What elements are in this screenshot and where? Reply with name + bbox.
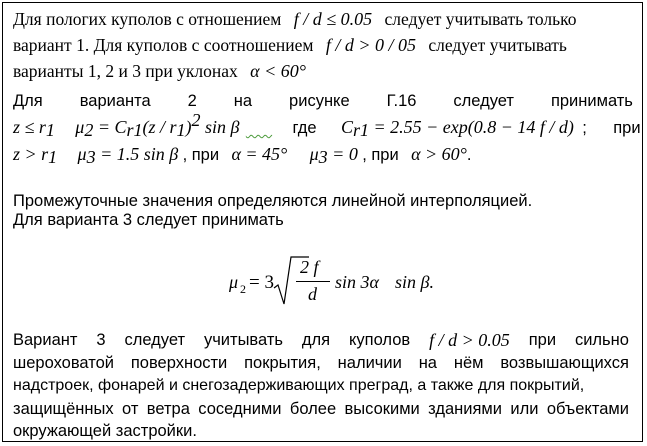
formula-mu2: μ 2 = 3 2 f d sin 3α sin β. [229, 252, 489, 312]
text: = 2.55 − exp(0.8 − 14 f / d) [368, 117, 574, 137]
text: sin β [200, 117, 240, 137]
formula-sinbeta: sin β. [395, 272, 434, 292]
text: μ [309, 144, 319, 164]
word: 2 [187, 92, 197, 110]
text: μ [75, 117, 85, 137]
subscript: 3 [86, 147, 96, 167]
math-mu2-formula [75, 110, 240, 140]
math-mu3-formula [77, 144, 179, 167]
word: Вариант [13, 331, 78, 349]
para1-line2 [13, 35, 567, 55]
word: нём [453, 354, 484, 372]
word: сильно [574, 331, 629, 349]
subscript: 1 [176, 120, 186, 140]
para4-line3: надстроек, фонарей и снегозадерживающих преград, а также для покрытий, [13, 377, 585, 394]
para2-line2 [13, 110, 641, 140]
word: следует [453, 92, 514, 110]
word: покрытия, [244, 354, 321, 372]
subscript: 1 [48, 147, 58, 167]
fraction-denominator: d [308, 284, 317, 304]
word: где [292, 119, 317, 137]
word: варианта [79, 92, 151, 110]
math-ratio: f / d ≤ 0.05 [293, 9, 373, 29]
subscript: r1 [126, 120, 143, 140]
word: зданиями [428, 400, 502, 418]
math-condition [13, 144, 58, 167]
math-angle: α > 60° [411, 144, 467, 164]
word: наличии [337, 354, 402, 372]
para4-line1 [13, 330, 629, 350]
para3-line2: Для варианта 3 следует принимать [13, 211, 284, 229]
word: на [233, 92, 253, 110]
punctuation: . [466, 146, 472, 164]
document-frame [2, 2, 643, 442]
word: учитывать [203, 331, 283, 349]
text: = C [93, 117, 127, 137]
para2-line1 [13, 91, 633, 111]
math-mu3-zero [309, 144, 358, 167]
word: следует [124, 331, 186, 349]
para4-line5: окружающей застройки. [13, 422, 197, 440]
fraction-numerator: 2 f [300, 257, 319, 277]
word: высокими [344, 400, 420, 418]
punctuation: ; [582, 119, 587, 137]
text: = 0 [327, 144, 358, 164]
math-ratio: f / d > 0 / 05 [325, 35, 416, 55]
subscript: r1 [352, 120, 369, 140]
word: от [122, 400, 139, 418]
word: на [418, 354, 437, 372]
word: более [289, 400, 337, 418]
text: = 1.5 sin β [95, 144, 179, 164]
word: поверхности [130, 354, 228, 372]
formula-coefficient: = 3 [249, 272, 274, 293]
word: или [510, 400, 539, 418]
word: куполов [349, 331, 411, 349]
fraction-bar [296, 281, 330, 282]
para4-line4 [13, 399, 629, 419]
text: следует учитывать [428, 35, 567, 55]
text: Для пологих куполов с отношением [13, 9, 282, 29]
text: вариант 1. Для куполов с соотношением [13, 35, 314, 55]
word: 3 [96, 331, 106, 349]
word: Г.16 [386, 92, 417, 110]
word: возвышающихся [500, 354, 629, 372]
para4-line2 [13, 353, 629, 373]
superscript: 2 [191, 110, 201, 130]
word: , при [362, 146, 399, 164]
para1-line3 [13, 61, 306, 81]
word: объектами [546, 400, 629, 418]
word: Для [13, 92, 43, 110]
text: (z / r [142, 117, 177, 137]
subscript: 2 [84, 120, 94, 140]
word: рисунке [289, 92, 350, 110]
word: защищённых [13, 400, 114, 418]
subscript: 1 [45, 120, 55, 140]
word: ветра [146, 400, 190, 418]
word: , при [182, 146, 220, 164]
subscript: 3 [318, 147, 328, 167]
text: C [340, 117, 353, 137]
word: для [301, 331, 331, 349]
text: z ≤ r [13, 117, 46, 137]
word: при [528, 331, 557, 349]
text: ) [185, 117, 192, 137]
spellcheck-underline [246, 117, 272, 137]
math-angle: α < 60° [250, 61, 306, 81]
text: следует учитывать только [384, 9, 577, 29]
math-condition [13, 117, 55, 140]
para2-line3 [13, 144, 471, 165]
word: принимать [550, 92, 633, 110]
word: шероховатой [13, 354, 114, 372]
text: z > r [13, 144, 49, 164]
math-ratio: f / d > 0.05 [429, 330, 510, 350]
text: μ [77, 144, 87, 164]
para3-line1: Промежуточные значения определяются линейной интерполяцией. [13, 192, 533, 210]
word: при [613, 119, 641, 137]
para1-line1 [13, 9, 576, 29]
math-cr1-formula [340, 117, 574, 140]
formula-lhs: μ [229, 272, 239, 292]
math-angle: α = 45° [231, 144, 288, 164]
formula-sin3alpha: sin 3α [335, 272, 379, 292]
word: соседними [198, 400, 282, 418]
text: варианты 1, 2 и 3 при уклонах [13, 61, 238, 81]
